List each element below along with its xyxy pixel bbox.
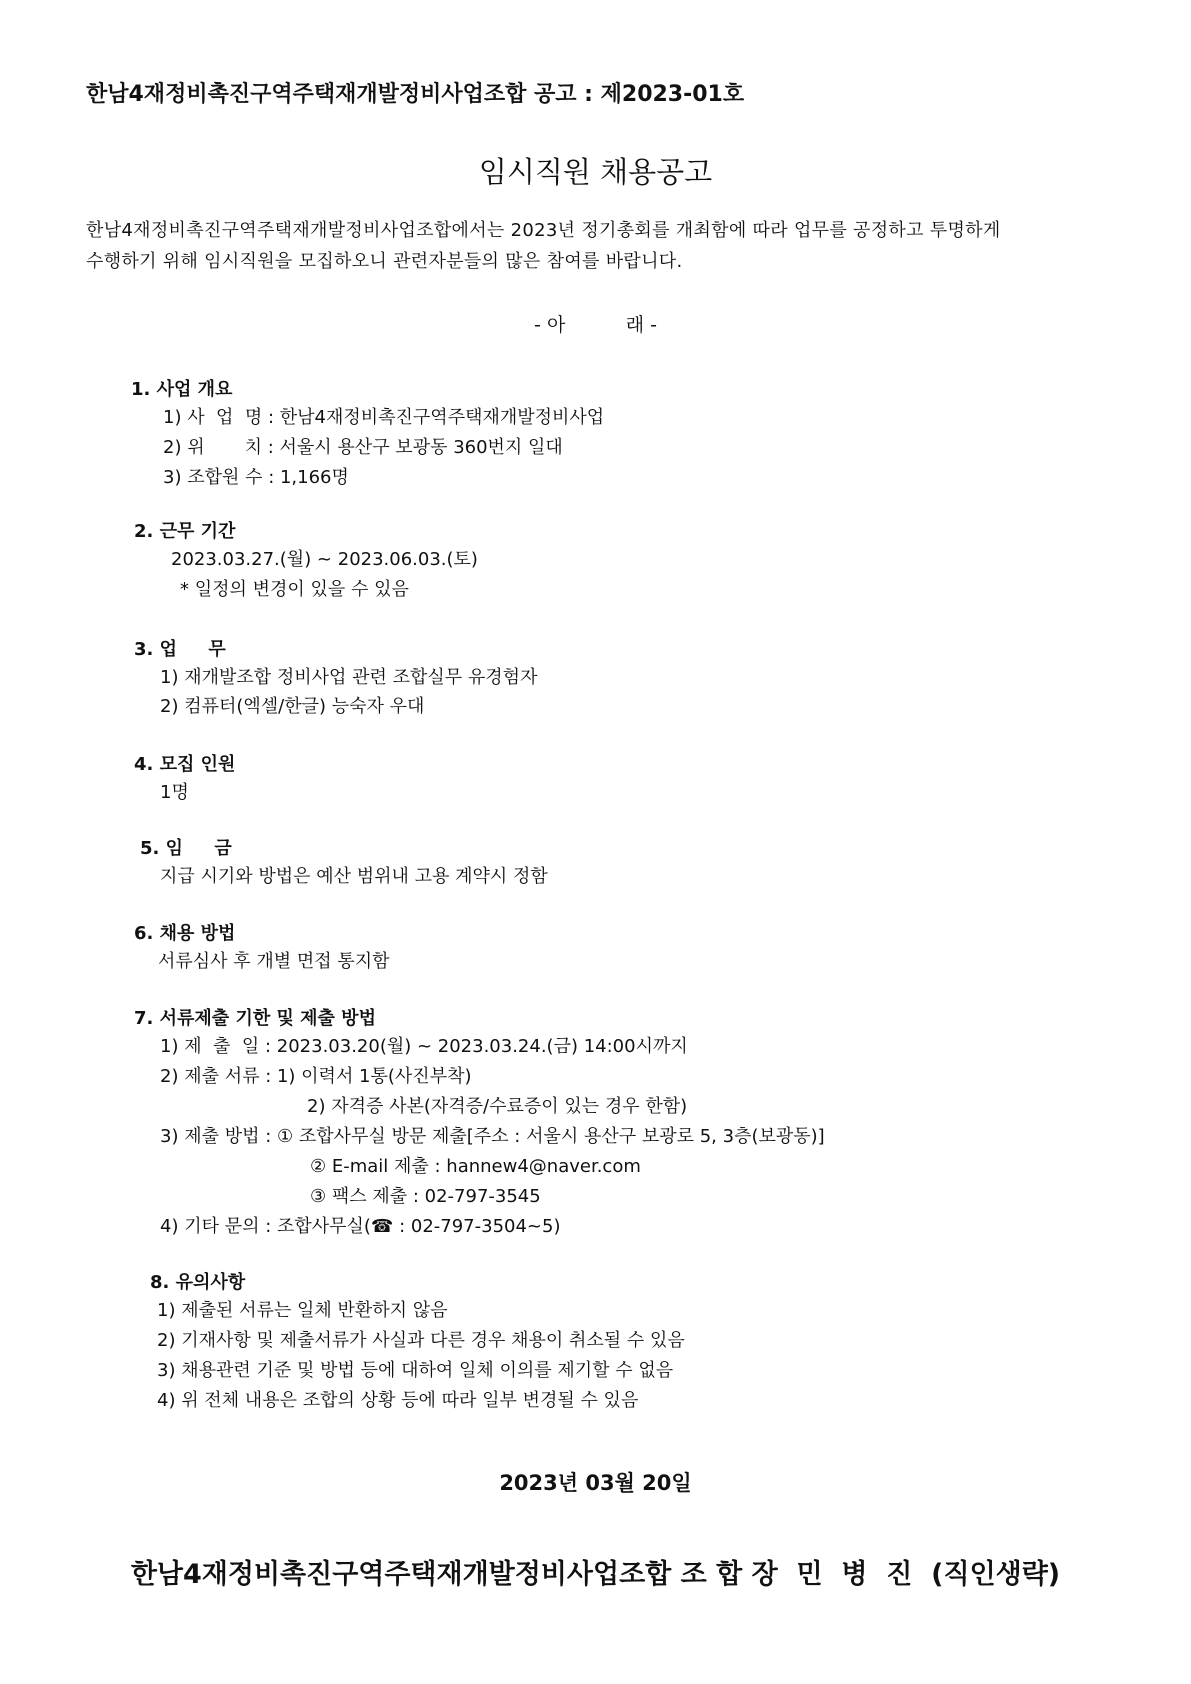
section-line: 3) 제출 방법 : ① 조합사무실 방문 제출[주소 : 서울시 용산구 보광로 5, 3층(보광동)] <box>160 1126 825 1147</box>
section-line: 2) 위 치 : 서울시 용산구 보광동 360번지 일대 <box>163 437 563 458</box>
section-line: 1) 제 출 일 : 2023.03.20(월) ~ 2023.03.24.(금) 14:00시까지 <box>160 1036 688 1057</box>
section-heading-wages: 5. 임 금 <box>140 838 232 859</box>
intro-line-1: 한남4재정비촉진구역주택재개발정비사업조합에서는 2023년 정기총회를 개최함에 따라 업무를 공정하고 투명하게 <box>86 220 1001 241</box>
section-line: 1) 제출된 서류는 일체 반환하지 않음 <box>157 1300 448 1321</box>
section-line: 1) 사 업 명 : 한남4재정비촉진구역주택재개발정비사업 <box>163 407 605 428</box>
section-line: 서류심사 후 개별 면접 통지함 <box>158 951 390 972</box>
section-line: 1명 <box>160 782 189 803</box>
section-line: 4) 위 전체 내용은 조합의 상황 등에 따라 일부 변경될 수 있음 <box>157 1390 639 1411</box>
notice-date: 2023년 03월 20일 <box>499 1471 692 1495</box>
section-line: 3) 조합원 수 : 1,166명 <box>163 467 349 488</box>
section-heading-business-overview: 1. 사업 개요 <box>131 379 233 400</box>
section-line: 지급 시기와 방법은 예산 범위내 고용 계약시 정함 <box>160 866 548 887</box>
section-line: 1) 재개발조합 정비사업 관련 조합실무 유경험자 <box>160 667 538 688</box>
section-heading-document-submission: 7. 서류제출 기한 및 제출 방법 <box>134 1008 376 1029</box>
section-line: ③ 팩스 제출 : 02-797-3545 <box>310 1186 541 1207</box>
signature-line: 한남4재정비촉진구역주택재개발정비사업조합 조 합 장 민 병 진 (직인생략) <box>130 1559 1061 1590</box>
notice-number-header: 한남4재정비촉진구역주택재개발정비사업조합 공고 : 제2023-01호 <box>86 82 745 107</box>
section-line: * 일정의 변경이 있을 수 있음 <box>180 579 409 600</box>
below-marker: - 아 래 - <box>534 314 657 336</box>
section-heading-notes: 8. 유의사항 <box>150 1272 246 1293</box>
section-line: 4) 기타 문의 : 조합사무실(☎ : 02-797-3504~5) <box>160 1216 561 1237</box>
section-heading-work-period: 2. 근무 기간 <box>134 521 236 542</box>
section-heading-recruitment-count: 4. 모집 인원 <box>134 754 236 775</box>
section-heading-duties: 3. 업 무 <box>134 639 226 660</box>
section-line: 2) 제출 서류 : 1) 이력서 1통(사진부착) <box>160 1066 472 1087</box>
section-line: 3) 채용관련 기준 및 방법 등에 대하여 일체 이의를 제기할 수 없음 <box>157 1360 674 1381</box>
page-title: 임시직원 채용공고 <box>478 155 713 189</box>
section-line: 2) 기재사항 및 제출서류가 사실과 다른 경우 채용이 취소될 수 있음 <box>157 1330 685 1351</box>
section-line: ② E-mail 제출 : hannew4@naver.com <box>310 1156 641 1177</box>
section-line: 2) 자격증 사본(자격증/수료증이 있는 경우 한함) <box>307 1096 688 1117</box>
section-line: 2) 컴퓨터(엑셀/한글) 능숙자 우대 <box>160 696 425 717</box>
intro-line-2: 수행하기 위해 임시직원을 모집하오니 관련자분들의 많은 참여를 바랍니다. <box>86 251 683 272</box>
section-line: 2023.03.27.(월) ~ 2023.06.03.(토) <box>171 549 478 570</box>
section-heading-hiring-method: 6. 채용 방법 <box>134 923 236 944</box>
